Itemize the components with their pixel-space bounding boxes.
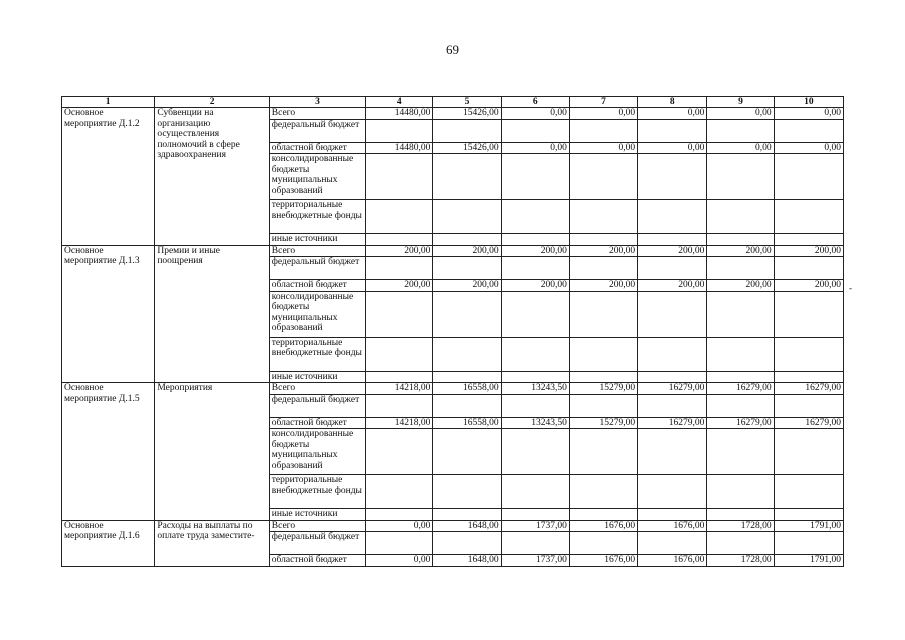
value-cell: 14218,00 xyxy=(366,383,433,395)
source-cell: федеральный бюджет xyxy=(269,532,365,555)
value-cell: 200,00 xyxy=(638,245,707,257)
source-cell: иные источники xyxy=(269,371,365,383)
value-cell: 0,00 xyxy=(501,142,569,154)
value-cell xyxy=(707,532,774,555)
value-cell: 1676,00 xyxy=(569,520,637,532)
value-cell xyxy=(774,429,843,475)
value-cell: 1728,00 xyxy=(707,555,774,567)
value-cell xyxy=(774,509,843,521)
value-cell xyxy=(366,119,433,142)
value-cell xyxy=(501,154,569,200)
value-cell xyxy=(707,394,774,417)
value-cell: 16558,00 xyxy=(433,383,501,395)
value-cell xyxy=(707,371,774,383)
value-cell xyxy=(569,234,637,246)
value-cell: 200,00 xyxy=(366,280,433,292)
value-cell: 1737,00 xyxy=(501,555,569,567)
value-cell xyxy=(501,200,569,234)
value-cell xyxy=(638,291,707,337)
measure-cell: Основное мероприятие Д.1.2 xyxy=(62,108,155,246)
value-cell xyxy=(707,234,774,246)
value-cell: 200,00 xyxy=(707,280,774,292)
value-cell: 15279,00 xyxy=(569,383,637,395)
value-cell: 13243,50 xyxy=(501,383,569,395)
value-cell xyxy=(638,475,707,509)
value-cell xyxy=(501,394,569,417)
value-cell xyxy=(638,429,707,475)
value-cell xyxy=(433,475,501,509)
value-cell xyxy=(569,200,637,234)
value-cell xyxy=(707,257,774,280)
value-cell: 14480,00 xyxy=(366,142,433,154)
value-cell xyxy=(569,475,637,509)
value-cell: 0,00 xyxy=(774,108,843,120)
value-cell xyxy=(501,371,569,383)
source-cell: областной бюджет xyxy=(269,555,365,567)
value-cell xyxy=(774,234,843,246)
value-cell xyxy=(707,337,774,371)
value-cell xyxy=(433,257,501,280)
value-cell: 16279,00 xyxy=(707,383,774,395)
measure-cell: Основное мероприятие Д.1.3 xyxy=(62,245,155,383)
value-cell xyxy=(433,119,501,142)
value-cell xyxy=(433,234,501,246)
source-cell: Всего xyxy=(269,383,365,395)
value-cell xyxy=(774,532,843,555)
value-cell: 0,00 xyxy=(638,142,707,154)
description-cell: Расходы на выплаты по оплате труда заместите- xyxy=(155,520,269,566)
value-cell xyxy=(366,200,433,234)
value-cell xyxy=(433,532,501,555)
value-cell xyxy=(569,257,637,280)
source-cell: консолидированные бюджеты муниципальных образований xyxy=(269,154,365,200)
value-cell: 16279,00 xyxy=(638,383,707,395)
source-cell: консолидированные бюджеты муниципальных образований xyxy=(269,291,365,337)
col-header: 5 xyxy=(433,97,501,108)
value-cell xyxy=(638,394,707,417)
value-cell xyxy=(366,234,433,246)
value-cell: 0,00 xyxy=(638,108,707,120)
table-row xyxy=(62,520,844,532)
col-header: 8 xyxy=(638,97,707,108)
value-cell: 15279,00 xyxy=(569,417,637,429)
value-cell xyxy=(707,200,774,234)
value-cell: 1648,00 xyxy=(433,520,501,532)
value-cell: 16279,00 xyxy=(707,417,774,429)
value-cell: 16279,00 xyxy=(774,383,843,395)
value-cell xyxy=(707,509,774,521)
header-row xyxy=(62,97,844,108)
value-cell: 1676,00 xyxy=(638,555,707,567)
value-cell xyxy=(638,257,707,280)
value-cell xyxy=(501,119,569,142)
value-cell xyxy=(638,234,707,246)
value-cell xyxy=(569,394,637,417)
col-header: 1 xyxy=(62,97,155,108)
value-cell: 200,00 xyxy=(366,245,433,257)
value-cell xyxy=(433,509,501,521)
value-cell: 0,00 xyxy=(707,108,774,120)
value-cell: 13243,50 xyxy=(501,417,569,429)
measure-cell: Основное мероприятие Д.1.5 xyxy=(62,383,155,521)
value-cell: 200,00 xyxy=(774,280,843,292)
value-cell xyxy=(707,429,774,475)
value-cell: 200,00 xyxy=(433,280,501,292)
value-cell: 200,00 xyxy=(774,245,843,257)
value-cell: 200,00 xyxy=(707,245,774,257)
value-cell: 1648,00 xyxy=(433,555,501,567)
value-cell xyxy=(366,371,433,383)
value-cell xyxy=(638,371,707,383)
value-cell: 200,00 xyxy=(638,280,707,292)
source-cell: иные источники xyxy=(269,509,365,521)
description-cell: Премии и иные поощрения xyxy=(155,245,269,383)
source-cell: федеральный бюджет xyxy=(269,257,365,280)
margin-dash: - xyxy=(849,283,852,293)
value-cell: 14480,00 xyxy=(366,108,433,120)
value-cell: 16558,00 xyxy=(433,417,501,429)
value-cell xyxy=(638,154,707,200)
value-cell: 200,00 xyxy=(501,245,569,257)
value-cell xyxy=(569,154,637,200)
value-cell: 1676,00 xyxy=(569,555,637,567)
value-cell xyxy=(774,154,843,200)
value-cell xyxy=(501,475,569,509)
value-cell xyxy=(569,509,637,521)
value-cell: 200,00 xyxy=(433,245,501,257)
budget-table xyxy=(61,96,844,567)
value-cell: 14218,00 xyxy=(366,417,433,429)
value-cell xyxy=(774,119,843,142)
value-cell: 0,00 xyxy=(569,108,637,120)
value-cell: 0,00 xyxy=(366,555,433,567)
col-header: 4 xyxy=(366,97,433,108)
value-cell xyxy=(774,371,843,383)
value-cell: 16279,00 xyxy=(638,417,707,429)
source-cell: территориальные внебюджетные фонды xyxy=(269,337,365,371)
value-cell xyxy=(707,475,774,509)
value-cell xyxy=(501,532,569,555)
value-cell xyxy=(366,257,433,280)
value-cell xyxy=(433,200,501,234)
value-cell xyxy=(569,429,637,475)
value-cell xyxy=(638,532,707,555)
value-cell xyxy=(501,291,569,337)
value-cell xyxy=(638,119,707,142)
value-cell xyxy=(501,257,569,280)
col-header: 2 xyxy=(155,97,269,108)
value-cell xyxy=(366,291,433,337)
col-header: 3 xyxy=(269,97,365,108)
value-cell xyxy=(501,429,569,475)
value-cell: 1737,00 xyxy=(501,520,569,532)
source-cell: федеральный бюджет xyxy=(269,394,365,417)
value-cell xyxy=(638,337,707,371)
col-header: 10 xyxy=(774,97,843,108)
measure-cell: Основное мероприятие Д.1.6 xyxy=(62,520,155,566)
source-cell: Всего xyxy=(269,245,365,257)
value-cell xyxy=(366,509,433,521)
value-cell xyxy=(774,200,843,234)
value-cell: 0,00 xyxy=(774,142,843,154)
value-cell xyxy=(433,429,501,475)
source-cell: Всего xyxy=(269,520,365,532)
value-cell xyxy=(569,119,637,142)
value-cell: 1728,00 xyxy=(707,520,774,532)
value-cell xyxy=(433,394,501,417)
source-cell: областной бюджет xyxy=(269,142,365,154)
value-cell: 15426,00 xyxy=(433,108,501,120)
source-cell: иные источники xyxy=(269,234,365,246)
page-number: 69 xyxy=(446,42,459,57)
value-cell xyxy=(774,337,843,371)
value-cell: 200,00 xyxy=(569,245,637,257)
value-cell xyxy=(366,429,433,475)
value-cell: 0,00 xyxy=(366,520,433,532)
col-header: 7 xyxy=(569,97,637,108)
value-cell xyxy=(501,234,569,246)
value-cell xyxy=(433,291,501,337)
description-cell: Субвенции на организацию осуществления полномочий в сфере здравоохранения xyxy=(155,108,269,246)
value-cell xyxy=(774,475,843,509)
value-cell xyxy=(707,119,774,142)
value-cell xyxy=(638,509,707,521)
table-row xyxy=(62,108,844,120)
value-cell xyxy=(707,154,774,200)
value-cell xyxy=(366,337,433,371)
value-cell: 0,00 xyxy=(707,142,774,154)
value-cell xyxy=(638,200,707,234)
source-cell: областной бюджет xyxy=(269,280,365,292)
table-row xyxy=(62,383,844,395)
source-cell: федеральный бюджет xyxy=(269,119,365,142)
value-cell xyxy=(774,257,843,280)
value-cell xyxy=(774,394,843,417)
value-cell: 0,00 xyxy=(501,108,569,120)
value-cell xyxy=(366,532,433,555)
col-header: 6 xyxy=(501,97,569,108)
value-cell xyxy=(366,154,433,200)
value-cell xyxy=(707,291,774,337)
value-cell xyxy=(366,394,433,417)
value-cell xyxy=(569,371,637,383)
value-cell xyxy=(366,475,433,509)
col-header: 9 xyxy=(707,97,774,108)
value-cell xyxy=(774,291,843,337)
value-cell xyxy=(433,371,501,383)
description-cell: Мероприятия xyxy=(155,383,269,521)
value-cell: 1791,00 xyxy=(774,555,843,567)
value-cell xyxy=(569,337,637,371)
value-cell xyxy=(433,337,501,371)
value-cell xyxy=(569,532,637,555)
value-cell: 0,00 xyxy=(569,142,637,154)
value-cell xyxy=(501,509,569,521)
value-cell: 15426,00 xyxy=(433,142,501,154)
table-body xyxy=(62,108,844,567)
source-cell: областной бюджет xyxy=(269,417,365,429)
source-cell: территориальные внебюджетные фонды xyxy=(269,475,365,509)
value-cell xyxy=(433,154,501,200)
value-cell xyxy=(569,291,637,337)
value-cell: 200,00 xyxy=(569,280,637,292)
value-cell: 16279,00 xyxy=(774,417,843,429)
source-cell: Всего xyxy=(269,108,365,120)
value-cell: 1791,00 xyxy=(774,520,843,532)
table-row xyxy=(62,245,844,257)
value-cell: 200,00 xyxy=(501,280,569,292)
value-cell xyxy=(501,337,569,371)
source-cell: территориальные внебюджетные фонды xyxy=(269,200,365,234)
value-cell: 1676,00 xyxy=(638,520,707,532)
source-cell: консолидированные бюджеты муниципальных образований xyxy=(269,429,365,475)
